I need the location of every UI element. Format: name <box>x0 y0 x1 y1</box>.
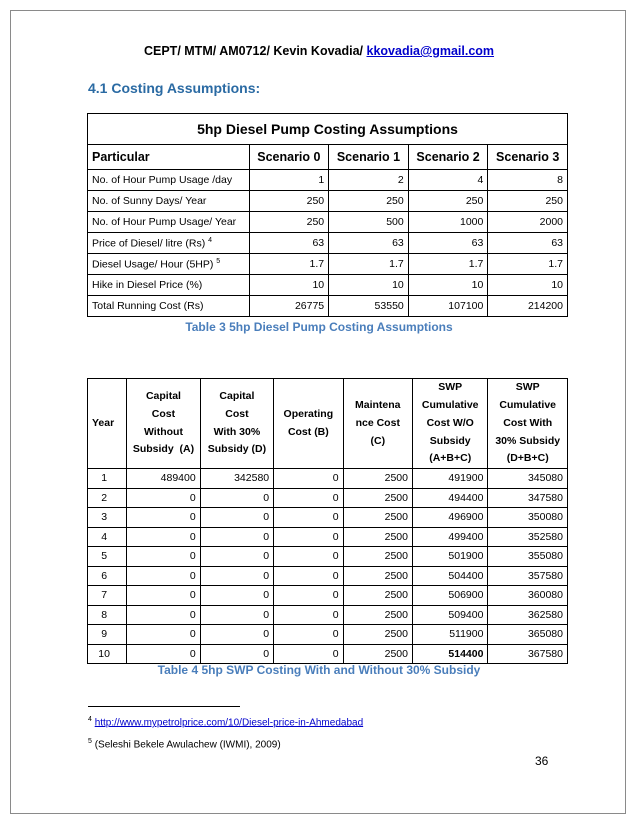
year-cell: 5 <box>88 547 127 567</box>
row-label: Diesel Usage/ Hour (5HP) $^5$ <box>88 254 250 275</box>
table-cell: 496900 <box>412 508 487 528</box>
table-row <box>88 625 568 645</box>
table-cell: 0 <box>274 625 343 645</box>
table-cell: 0 <box>127 625 200 645</box>
table-cell: 1.7 <box>488 254 568 275</box>
table-row <box>88 469 568 489</box>
table-cell: 214200 <box>488 296 568 317</box>
table-cell: 0 <box>127 547 200 567</box>
table-cell: 10 <box>329 275 409 296</box>
table-cell: 10 <box>488 275 568 296</box>
footnote-4: $^4$ http://www.mypetrolprice.com/10/Diesel-price-in-Ahmedabad <box>88 716 364 729</box>
col-header: Operating Cost (B) <box>274 379 343 469</box>
table-title: 5hp Diesel Pump Costing Assumptions <box>88 114 568 145</box>
row-label: No. of Hour Pump Usage /day <box>88 170 250 191</box>
table-cell: 362580 <box>488 605 568 625</box>
table-row <box>88 566 568 586</box>
table-cell: 2000 <box>488 212 568 233</box>
table-cell: 2500 <box>343 488 412 508</box>
year-cell: 8 <box>88 605 127 625</box>
table-cell: 2500 <box>343 547 412 567</box>
table-cell: 345080 <box>488 469 568 489</box>
col-header: Capital Cost Without Subsidy (A) <box>127 379 200 469</box>
table-body <box>88 170 568 317</box>
year-cell: 3 <box>88 508 127 528</box>
table-cell: 26775 <box>249 296 329 317</box>
table-cell: 10 <box>249 275 329 296</box>
row-label: No. of Hour Pump Usage/ Year <box>88 212 250 233</box>
table-cell: 0 <box>274 527 343 547</box>
table-cell: 514400 <box>412 644 487 664</box>
table-cell: 2500 <box>343 508 412 528</box>
table-row <box>88 191 568 212</box>
table-cell: 0 <box>127 508 200 528</box>
table-cell: 0 <box>127 566 200 586</box>
table-cell: 250 <box>408 191 488 212</box>
table4-caption: Table 4 5hp SWP Costing With and Without 30% Subsidy <box>157 663 481 677</box>
table-cell: 511900 <box>412 625 487 645</box>
table-cell: 0 <box>200 644 273 664</box>
header-email-link[interactable]: kkovadia@gmail.com <box>366 44 495 58</box>
table-row <box>88 233 568 254</box>
table-cell: 63 <box>488 233 568 254</box>
col-header: Scenario 1 <box>329 145 409 170</box>
table-cell: 2 <box>329 170 409 191</box>
table-cell: 491900 <box>412 469 487 489</box>
page-number: 36 <box>535 754 549 768</box>
row-label: Hike in Diesel Price (%) <box>88 275 250 296</box>
table-cell: 63 <box>249 233 329 254</box>
table-cell: 0 <box>274 586 343 606</box>
table-row <box>88 296 568 317</box>
table-cell: 0 <box>200 527 273 547</box>
col-header: SWP Cumulative Cost W/O Subsidy (A+B+C) <box>412 379 487 469</box>
table-cell: 2500 <box>343 625 412 645</box>
table-cell: 494400 <box>412 488 487 508</box>
table-row <box>88 212 568 233</box>
table-cell: 509400 <box>412 605 487 625</box>
row-label: Total Running Cost (Rs) <box>88 296 250 317</box>
table-cell: 0 <box>274 644 343 664</box>
year-cell: 4 <box>88 527 127 547</box>
table-cell: 1 <box>249 170 329 191</box>
table-cell: 365080 <box>488 625 568 645</box>
table-cell: 2500 <box>343 586 412 606</box>
col-header: Scenario 3 <box>488 145 568 170</box>
table-cell: 355080 <box>488 547 568 567</box>
table-cell: 250 <box>249 212 329 233</box>
table-row <box>88 586 568 606</box>
table-row <box>88 254 568 275</box>
table-cell: 0 <box>200 508 273 528</box>
table3-caption: Table 3 5hp Diesel Pump Costing Assumptions <box>185 320 453 334</box>
table-cell: 489400 <box>127 469 200 489</box>
table-row <box>88 605 568 625</box>
table-cell: 0 <box>274 566 343 586</box>
table-row <box>88 488 568 508</box>
table-cell: 506900 <box>412 586 487 606</box>
year-cell: 7 <box>88 586 127 606</box>
footnote-separator <box>88 706 240 707</box>
table-cell: 360080 <box>488 586 568 606</box>
col-header: Maintena nce Cost (C) <box>343 379 412 469</box>
footnote-5: $^5$ (Seleshi Bekele Awulachew (IWMI), 2009) <box>88 738 281 751</box>
table-cell: 1.7 <box>329 254 409 275</box>
section-title: 4.1 Costing Assumptions: <box>88 80 261 96</box>
table-cell: 1.7 <box>408 254 488 275</box>
table-cell: 63 <box>408 233 488 254</box>
col-header: Capital Cost With 30% Subsidy (D) <box>200 379 273 469</box>
header-text: CEPT/ MTM/ AM0712/ Kevin Kovadia/ <box>143 44 364 58</box>
page-header <box>0 44 638 58</box>
table-cell: 0 <box>200 547 273 567</box>
year-cell: 10 <box>88 644 127 664</box>
table-row <box>88 644 568 664</box>
table-row <box>88 170 568 191</box>
col-header: Year <box>88 379 127 469</box>
diesel-costing-table <box>87 113 568 317</box>
table-cell: 0 <box>200 625 273 645</box>
year-cell: 6 <box>88 566 127 586</box>
table-row <box>88 508 568 528</box>
table-cell: 1000 <box>408 212 488 233</box>
col-header: Scenario 2 <box>408 145 488 170</box>
table-cell: 10 <box>408 275 488 296</box>
table-cell: 0 <box>200 605 273 625</box>
table-cell: 0 <box>200 566 273 586</box>
table-cell: 107100 <box>408 296 488 317</box>
table-cell: 501900 <box>412 547 487 567</box>
table-cell: 347580 <box>488 488 568 508</box>
swp-costing-table <box>87 378 568 664</box>
table-cell: 357580 <box>488 566 568 586</box>
table-cell: 2500 <box>343 527 412 547</box>
table-row <box>88 547 568 567</box>
year-cell: 2 <box>88 488 127 508</box>
year-cell: 1 <box>88 469 127 489</box>
table-row <box>88 527 568 547</box>
table-cell: 0 <box>274 547 343 567</box>
table-cell: 2500 <box>343 469 412 489</box>
table-cell: 367580 <box>488 644 568 664</box>
row-label: No. of Sunny Days/ Year <box>88 191 250 212</box>
table-cell: 250 <box>488 191 568 212</box>
footnote-link[interactable]: http://www.mypetrolprice.com/10/Diesel-price-in-Ahmedabad <box>94 717 364 729</box>
table-cell: 0 <box>274 469 343 489</box>
year-cell: 9 <box>88 625 127 645</box>
table-cell: 0 <box>274 605 343 625</box>
table-cell: 0 <box>274 508 343 528</box>
table-cell: 1.7 <box>249 254 329 275</box>
table-cell: 0 <box>127 586 200 606</box>
table-cell: 2500 <box>343 644 412 664</box>
table-cell: 0 <box>274 488 343 508</box>
table-cell: 352580 <box>488 527 568 547</box>
table-cell: 499400 <box>412 527 487 547</box>
table-cell: 0 <box>200 586 273 606</box>
table-cell: 500 <box>329 212 409 233</box>
table-body <box>88 469 568 664</box>
table-row <box>88 275 568 296</box>
table-cell: 0 <box>127 527 200 547</box>
table-cell: 0 <box>200 488 273 508</box>
table-cell: 2500 <box>343 566 412 586</box>
col-header: SWP Cumulative Cost With 30% Subsidy (D+B+C) <box>488 379 568 469</box>
table-cell: 0 <box>127 605 200 625</box>
row-label: Price of Diesel/ litre (Rs) $^4$ <box>88 233 250 254</box>
col-header: Scenario 0 <box>249 145 329 170</box>
col-header: Particular <box>88 145 250 170</box>
table-cell: 63 <box>329 233 409 254</box>
table-cell: 350080 <box>488 508 568 528</box>
table-cell: 504400 <box>412 566 487 586</box>
table-cell: 4 <box>408 170 488 191</box>
table-cell: 8 <box>488 170 568 191</box>
table-cell: 250 <box>329 191 409 212</box>
table-cell: 0 <box>127 488 200 508</box>
table-cell: 53550 <box>329 296 409 317</box>
table-cell: 2500 <box>343 605 412 625</box>
table-cell: 0 <box>127 644 200 664</box>
table-cell: 250 <box>249 191 329 212</box>
table-cell: 342580 <box>200 469 273 489</box>
